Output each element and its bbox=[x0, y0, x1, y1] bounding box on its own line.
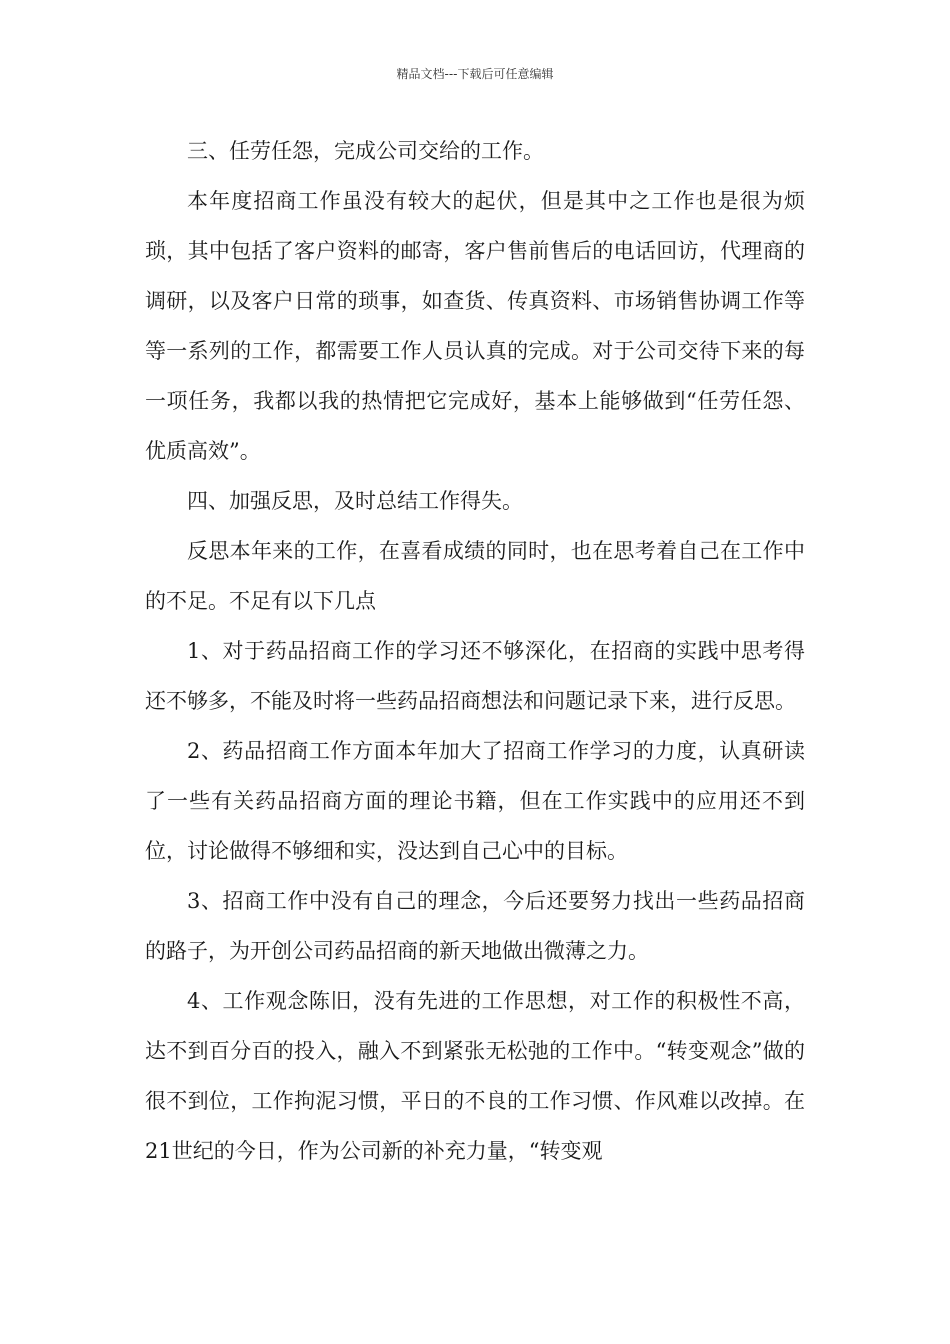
section-heading-3: 三、任劳任怨，完成公司交给的工作。 bbox=[187, 139, 544, 163]
list-item-3: 3、招商工作中没有自己的理念，今后还要努力找出一些药品招商的路子，为开创公司药品招商的新天地做出微薄之力。 bbox=[145, 889, 805, 963]
list-item-4: 4、工作观念陈旧，没有先进的工作思想，对工作的积极性不高，达不到百分百的投入，融入不到紧张无松弛的工作中。“转变观念”做的很不到位，工作拘泥习惯，平日的不良的工作习惯、作风难以改掉。在21世纪的今日，作为公司新的补充力量，“转变观 bbox=[145, 989, 805, 1163]
section-heading-4: 四、加强反思，及时总结工作得失。 bbox=[187, 489, 523, 513]
page-header: 精品文档---下载后可任意编辑 bbox=[396, 67, 554, 81]
paragraph: 反思本年来的工作，在喜看成绩的同时，也在思考着自己在工作中的不足。不足有以下几点 bbox=[145, 539, 805, 613]
paragraph: 本年度招商工作虽没有较大的起伏，但是其中之工作也是很为烦琐，其中包括了客户资料的邮寄，客户售前售后的电话回访，代理商的调研，以及客户日常的琐事，如查货、传真资料、市场销售协调工作等等一系列的工作，都需要工作人员认真的完成。对于公司交待下来的每一项任务，我都以我的热情把它完成好，基本上能够做到“任劳任怨、优质高效”。 bbox=[145, 189, 805, 463]
list-item-1: 1、对于药品招商工作的学习还不够深化，在招商的实践中思考得还不够多，不能及时将一些药品招商想法和问题记录下来，进行反思。 bbox=[145, 639, 805, 713]
list-item-2: 2、药品招商工作方面本年加大了招商工作学习的力度，认真研读了一些有关药品招商方面的理论书籍，但在工作实践中的应用还不到位，讨论做得不够细和实，没达到自己心中的目标。 bbox=[145, 739, 805, 863]
document-body bbox=[145, 126, 805, 1176]
